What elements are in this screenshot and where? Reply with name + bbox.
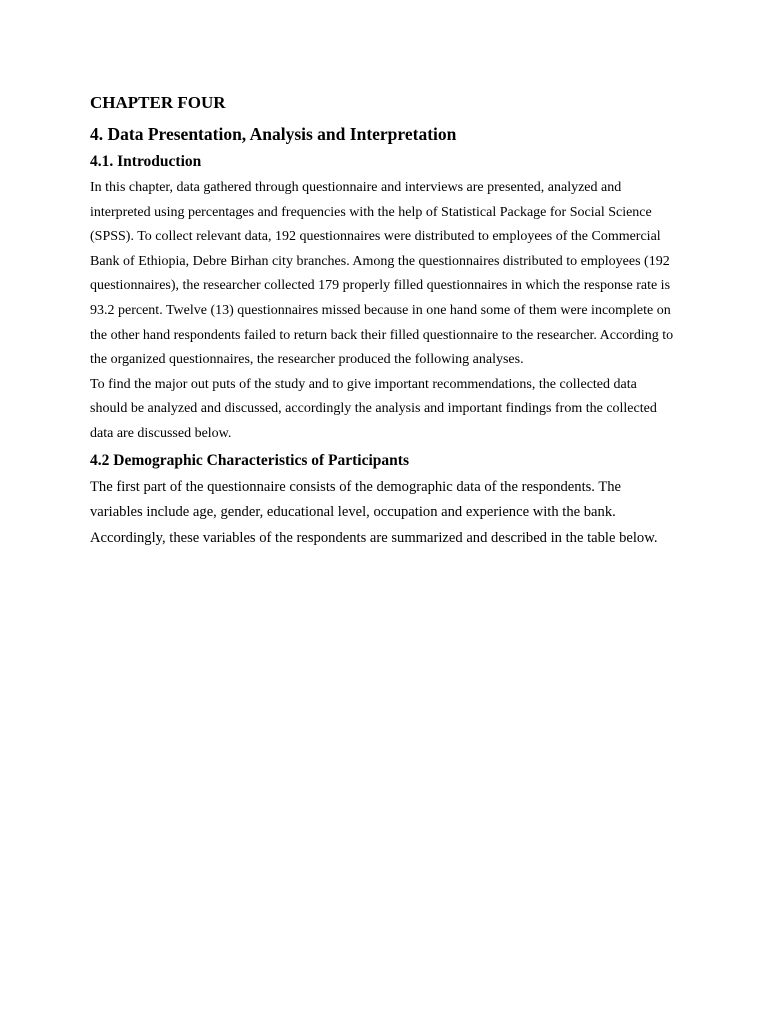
subsection-title-introduction: 4.1. Introduction [90, 153, 202, 170]
demographics-paragraph: The first part of the questionnaire consists of the demographic data of the respondents. The variables include age, gender, educational level, occupation and experience with the bank. Accordingly, these variables of the respondents are summarized and described in the table below. [90, 478, 658, 547]
subsection-title-demographics: 4.2 Demographic Characteristics of Participants [90, 451, 409, 469]
introduction-paragraph: In this chapter, data gathered through questionnaire and interviews are presented, analyzed and interpreted using percentages and frequencies with the help of Statistical Package for Social Science (SPSS). To collect relevant data, 192 questionnaires were distributed to employees of the Commercial Bank of Ethiopia, Debre Birhan city branches. Among the questionnaires distributed to employees (192 questionnaires), the researcher collected 179 properly filled questionnaires in which the response rate is 93.2 percent. Twelve (13) questionnaires missed because in one hand some of them were incomplete on the other hand respondents failed to return back their filled questionnaire to the researcher. According to the organized questionnaires, the researcher produced the following analyses. [90, 180, 674, 368]
introduction-paragraph: To find the major out puts of the study and to give important recommendations, the collected data should be analyzed and discussed, accordingly the analysis and important findings from the collected data are discussed below. [90, 376, 657, 441]
chapter-title: CHAPTER FOUR [90, 93, 226, 112]
document-page [90, 92, 674, 552]
section-title: 4. Data Presentation, Analysis and Interpretation [90, 124, 457, 144]
